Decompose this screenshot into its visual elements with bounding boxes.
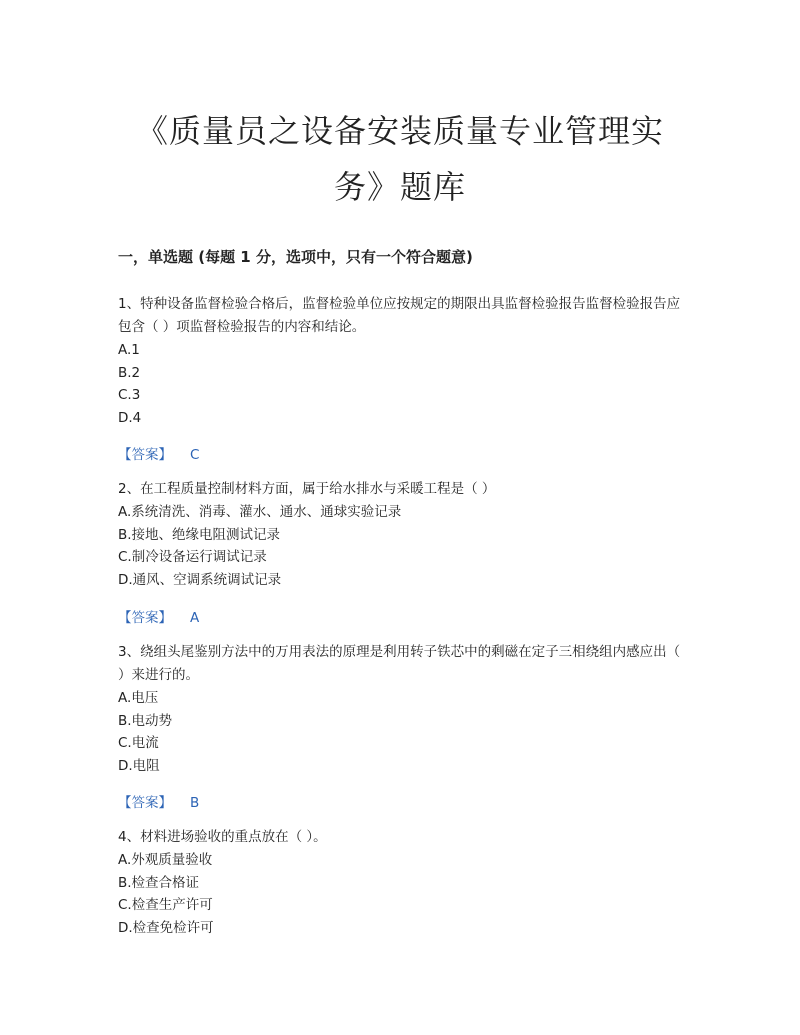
question-stem: 4、材料进场验收的重点放在（ ）。 [118, 829, 327, 845]
option-d: D.电阻 [118, 757, 160, 774]
option-a: A.电压 [118, 690, 159, 706]
section-heading: 一，单选题 (每题 1 分，选项中，只有一个符合题意) [118, 248, 473, 266]
option-d: D.通风、空调系统调试记录 [118, 571, 282, 588]
option-b: B.2 [118, 364, 141, 381]
option-a: A.1 [118, 342, 140, 358]
option-d: D.4 [118, 409, 142, 426]
question-2 [118, 478, 688, 591]
option-b: B.接地、绝缘电阻测试记录 [118, 526, 281, 543]
answer-1 [118, 443, 199, 463]
answer-3 [118, 791, 199, 811]
option-a: A.外观质量验收 [118, 852, 213, 868]
answer-letter: C [190, 447, 200, 463]
answer-letter: A [190, 610, 200, 626]
option-c: C.电流 [118, 735, 159, 751]
option-c: C.检查生产许可 [118, 897, 213, 913]
answer-label: 【答案】 [118, 447, 172, 463]
answer-label: 【答案】 [118, 610, 172, 626]
answer-letter: B [190, 795, 200, 811]
question-3 [118, 641, 688, 777]
option-c: C.制冷设备运行调试记录 [118, 549, 267, 565]
option-d: D.检查免检许可 [118, 919, 214, 936]
answer-2 [118, 606, 199, 626]
option-a: A.系统清洗、消毒、灌水、通水、通球实验记录 [118, 504, 402, 520]
document-title [100, 103, 700, 215]
option-b: B.电动势 [118, 712, 173, 729]
question-stem: 3、绕组头尾鉴别方法中的万用表法的原理是利用转子铁芯中的剩磁在定子三相绕组内感应出（ ）来进行的。 [118, 644, 681, 683]
answer-label: 【答案】 [118, 795, 172, 811]
option-c: C.3 [118, 387, 141, 403]
question-stem: 2、在工程质量控制材料方面，属于给水排水与采暖工程是（ ） [118, 481, 496, 497]
question-4 [118, 826, 688, 939]
title-line-2: 务》题库 [333, 168, 466, 206]
title-line-1: 《质量员之设备安装质量专业管理实 [135, 112, 664, 150]
option-b: B.检查合格证 [118, 874, 200, 891]
question-1 [118, 293, 688, 429]
question-stem: 1、特种设备监督检验合格后，监督检验单位应按规定的期限出具监督检验报告监督检验报告应包含（ ）项监督检验报告的内容和结论。 [118, 296, 681, 335]
